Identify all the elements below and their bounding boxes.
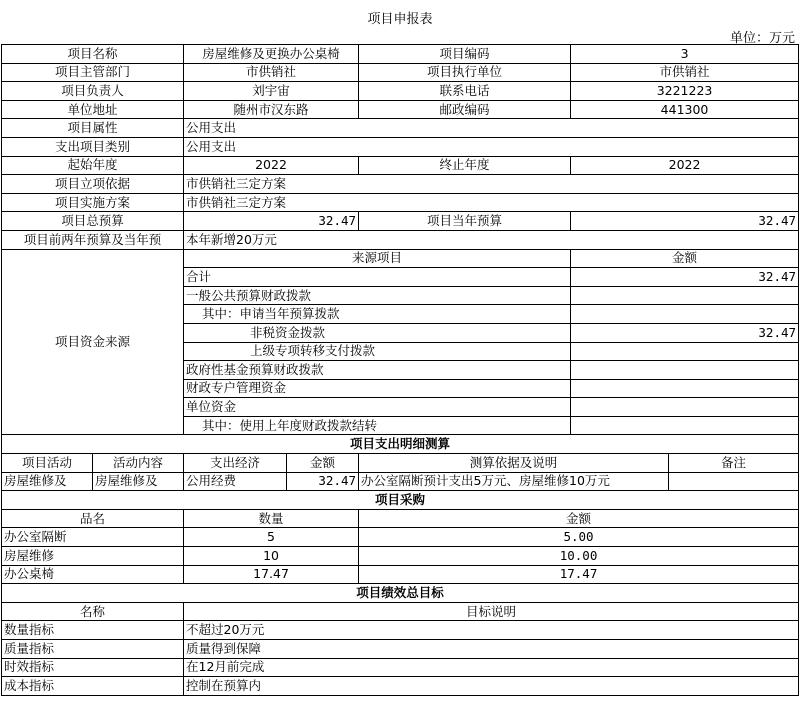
- funding-amount: [571, 379, 799, 398]
- row-lead: [2, 82, 799, 101]
- year-budget-label: 项目当年预算: [359, 212, 571, 231]
- goal-name: 质量指标: [2, 640, 184, 659]
- goal-desc: 不超过20万元: [184, 621, 799, 640]
- funding-source: 非税资金拨款: [184, 323, 571, 342]
- purchase-name: 房屋维修: [2, 547, 184, 566]
- funding-amount: [571, 286, 799, 305]
- start-year-value: 2022: [184, 156, 359, 175]
- detail-header-amount: 金额: [287, 454, 359, 473]
- funding-amount: [571, 398, 799, 417]
- row-attr: [2, 119, 799, 138]
- goal-name: 成本指标: [2, 677, 184, 696]
- purchase-header-name: 品名: [2, 509, 184, 528]
- purchase-header-amount: 金额: [359, 509, 799, 528]
- funding-source: 上级专项转移支付拨款: [184, 342, 571, 361]
- row-addr: [2, 100, 799, 119]
- detail-activity: 房屋维修及: [2, 472, 93, 491]
- attr-value: 公用支出: [184, 119, 799, 138]
- purchase-header-row: [2, 509, 799, 528]
- row-dept: [2, 63, 799, 82]
- detail-header-econ: 支出经济: [184, 454, 287, 473]
- purchase-header-qty: 数量: [184, 509, 359, 528]
- exec-label: 项目执行单位: [359, 63, 571, 82]
- purchase-qty: 5: [184, 528, 359, 547]
- row-prev-budget: [2, 230, 799, 249]
- detail-row: [2, 472, 799, 491]
- goal-row: [2, 640, 799, 659]
- funding-source: 政府性基金预算财政拨款: [184, 361, 571, 380]
- start-year-label: 起始年度: [2, 156, 184, 175]
- prev-budget-label: 项目前两年预算及当年预: [2, 230, 184, 249]
- purchase-amount: 17.47: [359, 565, 799, 584]
- purchase-row: [2, 547, 799, 566]
- exec-value: 市供销社: [571, 63, 799, 82]
- funding-header-row: [2, 249, 799, 268]
- goal-row: [2, 677, 799, 696]
- year-budget-value: 32.47: [571, 212, 799, 231]
- project-form-table: [1, 44, 799, 696]
- detail-header-basis: 测算依据及说明: [359, 454, 669, 473]
- goal-desc: 质量得到保障: [184, 640, 799, 659]
- detail-amount: 32.47: [287, 472, 359, 491]
- funding-source: 其中：使用上年度财政拨款结转: [184, 416, 571, 435]
- funding-source: 单位资金: [184, 398, 571, 417]
- dept-label: 项目主管部门: [2, 63, 184, 82]
- row-category: [2, 137, 799, 156]
- code-value: 3: [571, 45, 799, 64]
- plan-value: 市供销社三定方案: [184, 193, 799, 212]
- purchase-qty: 10: [184, 547, 359, 566]
- purchase-row: [2, 528, 799, 547]
- goals-header-name: 名称: [2, 602, 184, 621]
- detail-heading: 项目支出明细测算: [2, 435, 799, 454]
- end-year-label: 终止年度: [359, 156, 571, 175]
- goal-desc: 在12月前完成: [184, 658, 799, 677]
- lead-label: 项目负责人: [2, 82, 184, 101]
- post-label: 邮政编码: [359, 100, 571, 119]
- detail-econ: 公用经费: [184, 472, 287, 491]
- funding-amount: 32.47: [571, 323, 799, 342]
- funding-amount: [571, 305, 799, 324]
- unit-label: 单位：万元: [729, 31, 795, 46]
- funding-source: 合计: [184, 268, 571, 287]
- funding-section-label: 项目资金来源: [2, 249, 184, 435]
- addr-label: 单位地址: [2, 100, 184, 119]
- form-title: 项目申报表: [367, 12, 433, 27]
- purchase-name: 办公室隔断: [2, 528, 184, 547]
- goal-row: [2, 621, 799, 640]
- row-basis: [2, 175, 799, 194]
- goal-desc: 控制在预算内: [184, 677, 799, 696]
- lead-value: 刘宇宙: [184, 82, 359, 101]
- funding-source: 财政专户管理资金: [184, 379, 571, 398]
- funding-amount: [571, 416, 799, 435]
- phone-label: 联系电话: [359, 82, 571, 101]
- funding-amount-header: 金额: [571, 249, 799, 268]
- purchase-qty: 17.47: [184, 565, 359, 584]
- purchase-heading-row: [2, 491, 799, 510]
- purchase-row: [2, 565, 799, 584]
- purchase-amount: 5.00: [359, 528, 799, 547]
- total-budget-value: 32.47: [184, 212, 359, 231]
- row-years: [2, 156, 799, 175]
- detail-content: 房屋维修及: [93, 472, 184, 491]
- detail-header-remark: 备注: [669, 454, 799, 473]
- funding-source-header: 来源项目: [184, 249, 571, 268]
- addr-value: 随州市汉东路: [184, 100, 359, 119]
- funding-amount: [571, 342, 799, 361]
- end-year-value: 2022: [571, 156, 799, 175]
- category-label: 支出项目类别: [2, 137, 184, 156]
- goal-row: [2, 658, 799, 677]
- row-budget: [2, 212, 799, 231]
- funding-amount: 32.47: [571, 268, 799, 287]
- funding-source: 一般公共预算财政拨款: [184, 286, 571, 305]
- basis-label: 项目立项依据: [2, 175, 184, 194]
- goals-heading: 项目绩效总目标: [2, 584, 799, 603]
- code-label: 项目编码: [359, 45, 571, 64]
- detail-heading-row: [2, 435, 799, 454]
- detail-header-activity: 项目活动: [2, 454, 93, 473]
- prev-budget-value: 本年新增20万元: [184, 230, 799, 249]
- basis-value: 市供销社三定方案: [184, 175, 799, 194]
- goals-header-row: [2, 602, 799, 621]
- funding-source: 其中：申请当年预算拨款: [184, 305, 571, 324]
- row-plan: [2, 193, 799, 212]
- detail-header-row: [2, 454, 799, 473]
- category-value: 公用支出: [184, 137, 799, 156]
- goal-name: 数量指标: [2, 621, 184, 640]
- detail-remark: [669, 472, 799, 491]
- name-value: 房屋维修及更换办公桌椅: [184, 45, 359, 64]
- detail-basis: 办公室隔断预计支出5万元、房屋维修10万元: [359, 472, 669, 491]
- phone-value: 3221223: [571, 82, 799, 101]
- row-name: [2, 45, 799, 64]
- funding-amount: [571, 361, 799, 380]
- goals-header-desc: 目标说明: [184, 602, 799, 621]
- name-label: 项目名称: [2, 45, 184, 64]
- attr-label: 项目属性: [2, 119, 184, 138]
- plan-label: 项目实施方案: [2, 193, 184, 212]
- purchase-name: 办公桌椅: [2, 565, 184, 584]
- dept-value: 市供销社: [184, 63, 359, 82]
- goal-name: 时效指标: [2, 658, 184, 677]
- goals-heading-row: [2, 584, 799, 603]
- detail-header-content: 活动内容: [93, 454, 184, 473]
- total-budget-label: 项目总预算: [2, 212, 184, 231]
- purchase-amount: 10.00: [359, 547, 799, 566]
- post-value: 441300: [571, 100, 799, 119]
- purchase-heading: 项目采购: [2, 491, 799, 510]
